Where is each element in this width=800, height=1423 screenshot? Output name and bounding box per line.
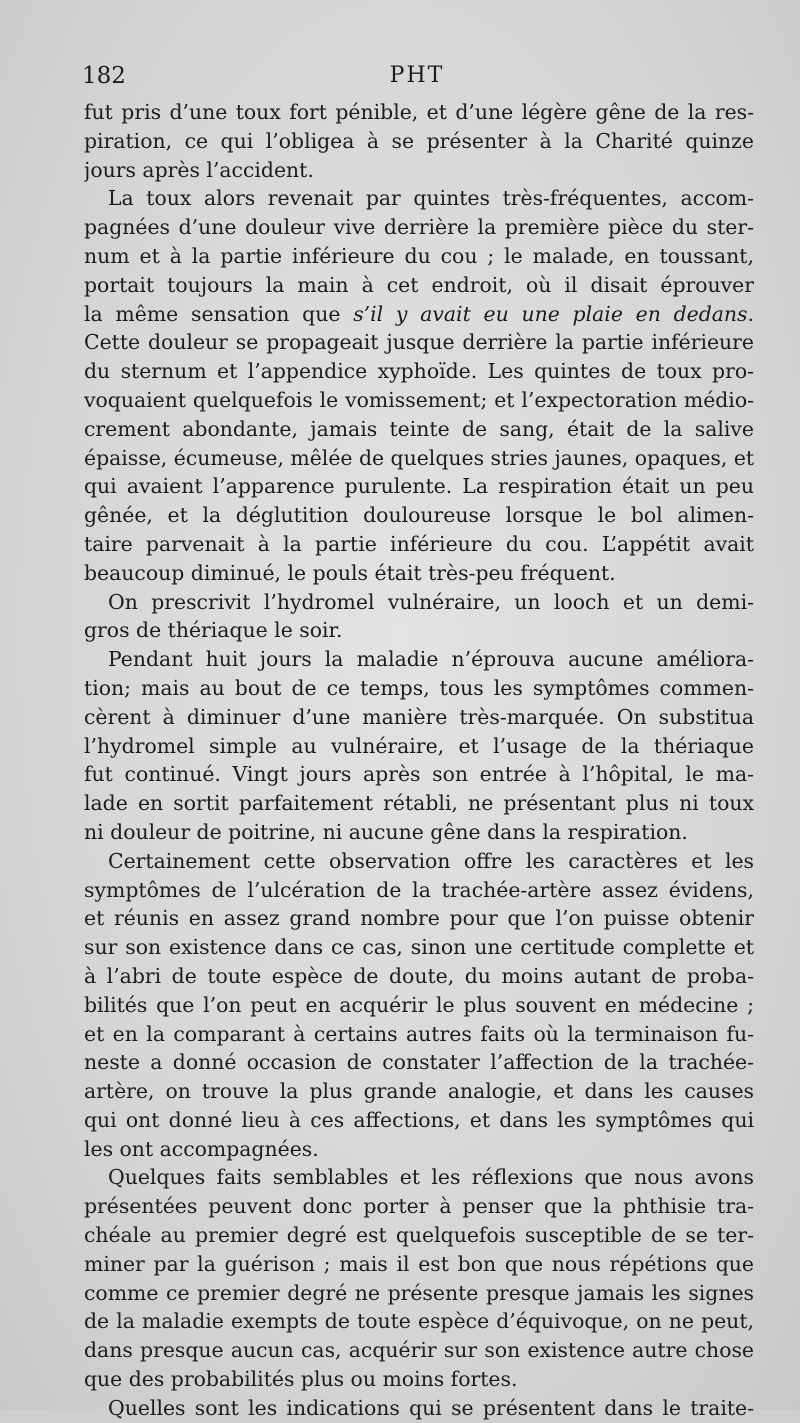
text-line: et réunis en assez grand nombre pour que l’on puisse obtenir (84, 906, 754, 931)
text-line: que des probabilités plus ou moins fortes. (84, 1367, 518, 1392)
text-line: symptômes de l’ulcération de la trachée-artère assez évidens, (84, 877, 754, 902)
text-line: bilités que l’on peut en acquérir le plus souvent en médecine ; (84, 992, 754, 1017)
text-line: gros de thériaque le soir. (84, 618, 343, 643)
text-line: Certainement cette observation offre les caractères et les (108, 848, 754, 873)
text-line: épaisse, écumeuse, mêlée de quelques stries jaunes, opaques, et (84, 445, 754, 470)
running-title: PHT (389, 63, 445, 88)
body-text (84, 98, 754, 1423)
text-line: fut pris d’une toux fort pénible, et d’une légère gêne de la res- (84, 100, 754, 124)
text-line: de la maladie exempts de toute espèce d’équivoque, on ne peut, (84, 1309, 754, 1334)
text-line: voquaient quelquefois le vomissement; et l’expectoration médio- (84, 387, 754, 412)
text-line: Cette douleur se propageait jusque derrière la partie inférieure (84, 330, 754, 355)
text-line: tion; mais au bout de ce temps, tous les symptômes commen- (84, 675, 754, 700)
page-number: 182 (82, 63, 126, 89)
text-line: beaucoup diminué, le pouls était très-peu fréquent. (84, 560, 616, 585)
text-line: piration, ce qui l’obligea à se présenter à la Charité quinze (84, 128, 754, 153)
text-line: crement abondante, jamais teinte de sang, était de la salive (84, 416, 754, 441)
text-line: neste a donné occasion de constater l’affection de la trachée- (84, 1050, 754, 1075)
paragraph (84, 645, 754, 847)
paragraph (84, 847, 754, 1164)
text-line: dans presque aucun cas, acquérir sur son existence autre chose (84, 1338, 754, 1363)
paragraph (84, 98, 754, 184)
text-line: artère, on trouve la plus grande analogie, et dans les causes (84, 1079, 754, 1104)
text-line: sur son existence dans ce cas, sinon une certitude complette et (84, 935, 754, 960)
text-line: On prescrivit l’hydromel vulnéraire, un looch et un demi- (108, 589, 754, 614)
text-line: Quelques faits semblables et les réflexions que nous avons (108, 1165, 754, 1190)
text-line: chéale au premier degré est quelquefois susceptible de se ter- (84, 1223, 754, 1248)
paragraph (84, 184, 754, 587)
text-line: la même sensation que s’il y avait eu une plaie en dedans. (84, 301, 754, 326)
italic-quote: s’il y avait eu une plaie en dedans (353, 301, 748, 326)
text-line: cèrent à diminuer d’une manière très-marquée. On substitua (84, 704, 754, 729)
text-line: miner par la guérison ; mais il est bon que nous répétions que (84, 1251, 754, 1276)
text-line: gênée, et la déglutition douloureuse lorsque le bol alimen- (84, 503, 754, 528)
text-line: Quelles sont les indications qui se présentent dans le traite- (108, 1395, 754, 1420)
paragraph (84, 588, 754, 646)
text-line: taire parvenait à la partie inférieure du cou. L’appétit avait (84, 531, 754, 556)
text-line: présentées peuvent donc porter à penser que la phthisie tra- (84, 1194, 754, 1219)
running-head (82, 56, 752, 96)
text-line: jours après l’accident. (84, 157, 314, 182)
paragraph (84, 1163, 754, 1393)
text-line: comme ce premier degré ne présente presque jamais les signes (84, 1280, 754, 1305)
text-line: num et à la partie inférieure du cou ; le malade, en toussant, (84, 243, 754, 268)
text-line: lade en sortit parfaitement rétabli, ne présentant plus ni toux (84, 791, 754, 816)
paragraph (84, 1394, 754, 1423)
text-line: du sternum et l’appendice xyphoïde. Les quintes de toux pro- (84, 359, 754, 384)
text-line: à l’abri de toute espèce de doute, du moins autant de proba- (84, 963, 754, 988)
text-line: et en la comparant à certains autres faits où la terminaison fu- (84, 1021, 754, 1046)
text-line: qui avaient l’apparence purulente. La respiration était un peu (84, 474, 754, 499)
text-line: l’hydromel simple au vulnéraire, et l’usage de la thériaque (84, 733, 754, 758)
text-line: ni douleur de poitrine, ni aucune gêne dans la respiration. (84, 819, 688, 844)
text-line: les ont accompagnées. (84, 1136, 319, 1161)
text-line: pagnées d’une douleur vive derrière la première pièce du ster- (84, 215, 754, 240)
text-line: qui ont donné lieu à ces affections, et dans les symptômes qui (84, 1107, 754, 1132)
text-line: portait toujours la main à cet endroit, où il disait éprouver (84, 272, 754, 297)
text-line: La toux alors revenait par quintes très-fréquentes, accom- (108, 186, 754, 211)
text-line: fut continué. Vingt jours après son entrée à l’hôpital, le ma- (84, 762, 754, 787)
text-line: Pendant huit jours la maladie n’éprouva aucune améliora- (108, 647, 754, 672)
